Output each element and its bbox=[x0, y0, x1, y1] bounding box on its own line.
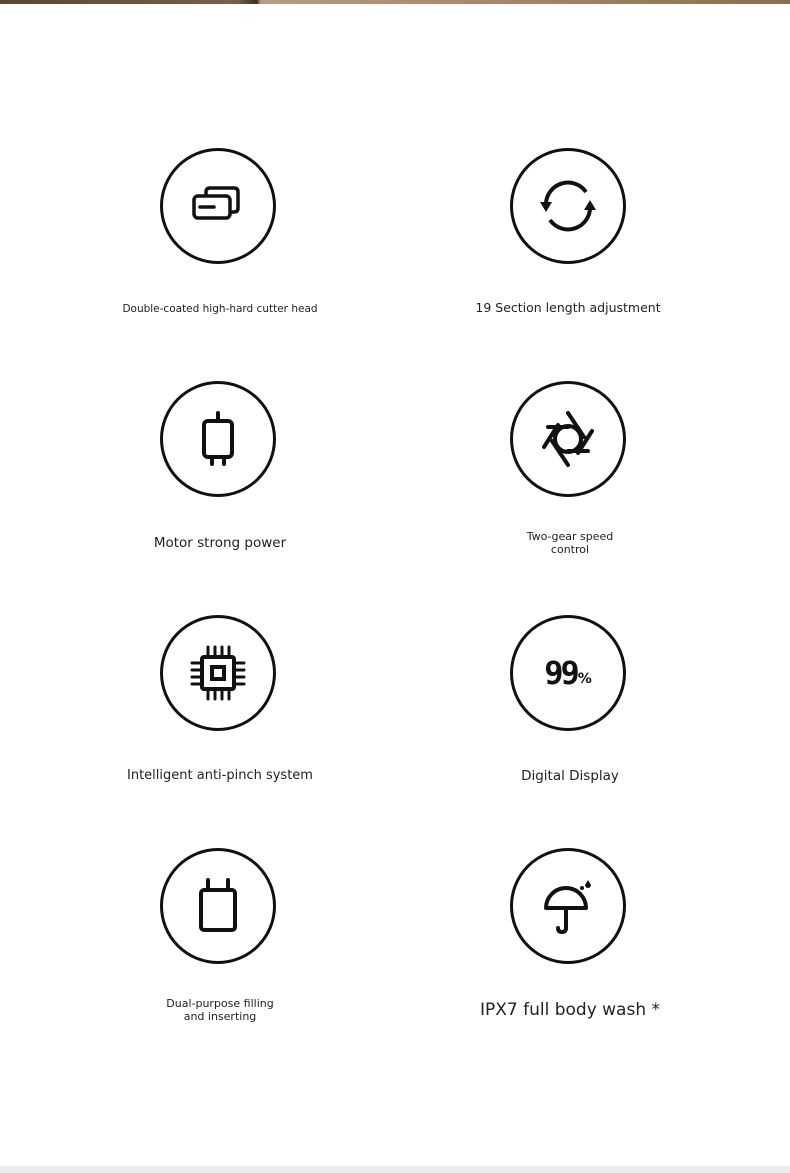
feature-label-ipx7: IPX7 full body wash * bbox=[479, 1000, 661, 1020]
feature-label-speed-control bbox=[490, 530, 650, 556]
speed-gear-icon-circle bbox=[510, 381, 626, 497]
motor-icon bbox=[194, 409, 242, 469]
chip-icon bbox=[188, 643, 248, 703]
cutter-head-icon bbox=[188, 182, 248, 230]
chip-icon-circle bbox=[160, 615, 276, 731]
motor-icon-circle bbox=[160, 381, 276, 497]
display-digits: 99 bbox=[544, 654, 577, 692]
feature-label-speed-control-line2: control bbox=[550, 543, 590, 556]
umbrella-icon-circle bbox=[510, 848, 626, 964]
bottom-divider bbox=[0, 1166, 790, 1173]
cutter-head-icon-circle bbox=[160, 148, 276, 264]
umbrella-icon bbox=[538, 876, 598, 936]
display-unit: % bbox=[577, 671, 592, 687]
feature-label-dual-purpose bbox=[140, 997, 300, 1023]
feature-label-anti-pinch: Intelligent anti-pinch system bbox=[127, 768, 313, 783]
plug-icon-circle bbox=[160, 848, 276, 964]
digital-display-icon-circle bbox=[510, 615, 626, 731]
feature-label-dual-purpose-line1: Dual-purpose filling bbox=[166, 997, 274, 1010]
refresh-cycle-icon bbox=[536, 176, 600, 236]
digital-display-icon bbox=[513, 618, 623, 728]
feature-label-digital-display: Digital Display bbox=[521, 768, 619, 784]
feature-label-motor: Motor strong power bbox=[153, 535, 287, 551]
feature-label-length-adjustment: 19 Section length adjustment bbox=[475, 300, 661, 315]
plug-icon bbox=[194, 876, 242, 936]
refresh-cycle-icon-circle bbox=[510, 148, 626, 264]
feature-label-cutter-head: Double-coated high-hard cutter head bbox=[122, 303, 318, 315]
speed-gear-icon bbox=[538, 409, 598, 469]
feature-label-dual-purpose-line2: and inserting bbox=[183, 1010, 257, 1023]
feature-label-speed-control-line1: Two-gear speed bbox=[526, 530, 614, 543]
top-photo-edge bbox=[0, 0, 790, 4]
